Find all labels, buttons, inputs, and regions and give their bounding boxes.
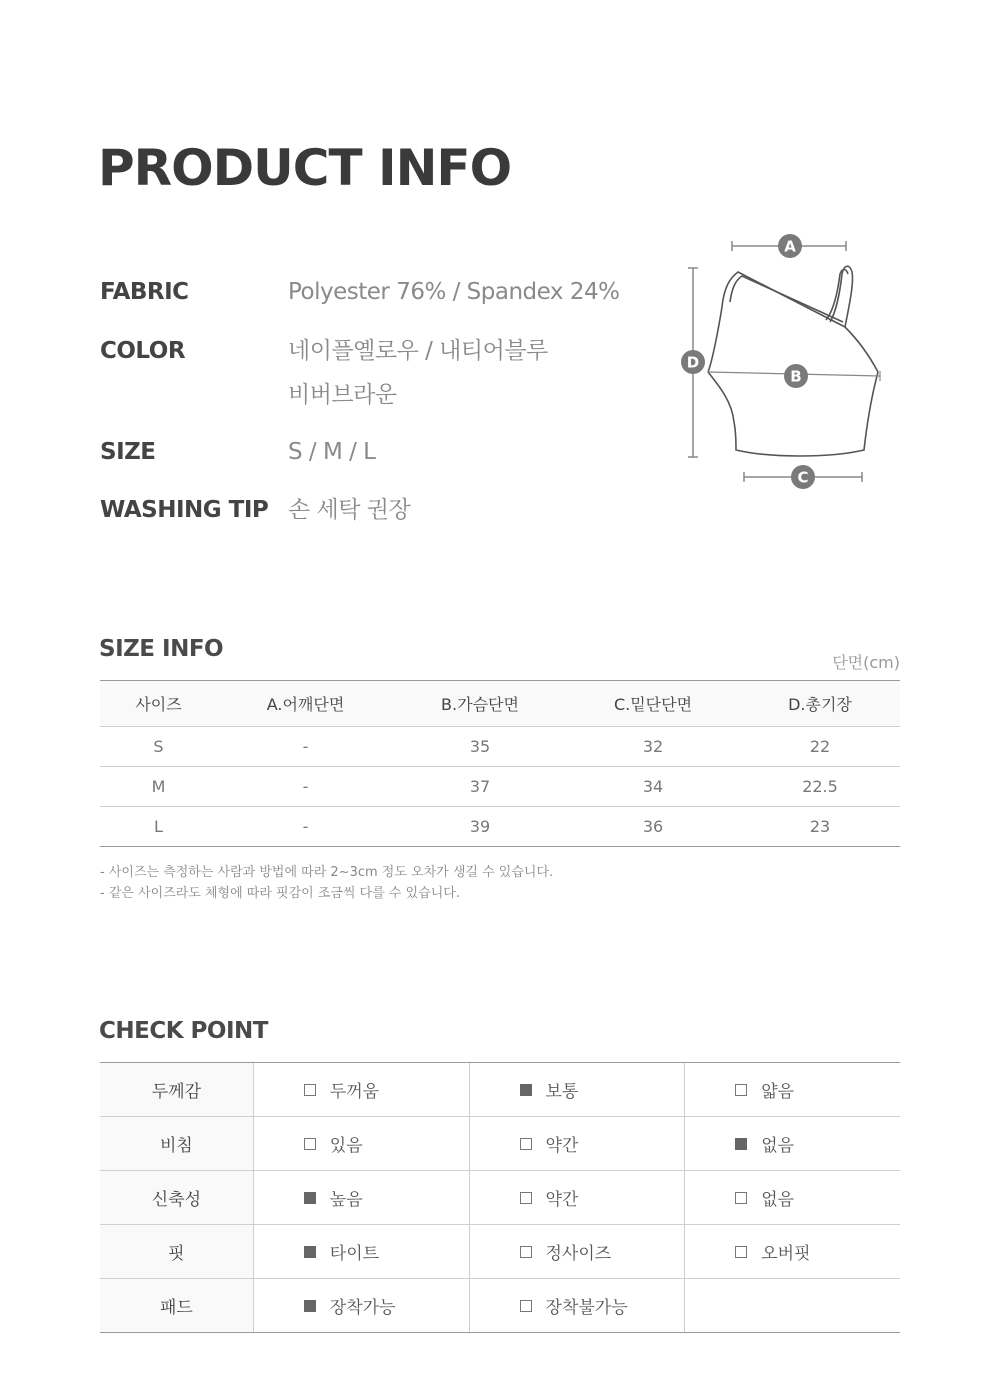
fabric-value: Polyester 76% / Spandex 24%: [288, 279, 620, 305]
table-row: [100, 807, 900, 847]
check-option-label: 정사이즈: [545, 1244, 612, 1264]
check-option-label: 장착불가능: [545, 1298, 628, 1318]
color-value-line1: 네이플옐로우 / 내티어블루: [288, 338, 548, 364]
check-option-label: 타이트: [329, 1244, 380, 1264]
checked-box-icon: [304, 1192, 316, 1204]
cell: S: [100, 727, 217, 767]
garment-diagram: [660, 222, 900, 502]
check-option-label: 없음: [761, 1136, 795, 1156]
check-option: [469, 1063, 685, 1117]
size-table: [100, 680, 900, 847]
header-shoulder: A.어깨단면: [217, 681, 394, 727]
bra-outline-icon: [708, 266, 880, 456]
unchecked-box-icon: [520, 1300, 532, 1312]
check-option-label: 얇음: [761, 1082, 795, 1102]
cell: -: [217, 767, 394, 807]
check-option-label: 높음: [329, 1190, 363, 1210]
unchecked-box-icon: [520, 1138, 532, 1150]
unchecked-box-icon: [304, 1084, 316, 1096]
cell: 37: [394, 767, 566, 807]
cell: 35: [394, 727, 566, 767]
unchecked-box-icon: [520, 1192, 532, 1204]
fabric-label: FABRIC: [100, 279, 189, 305]
check-option: [253, 1225, 469, 1279]
check-row-label: 신축성: [100, 1171, 253, 1225]
unchecked-box-icon: [304, 1138, 316, 1150]
table-row: [100, 767, 900, 807]
label-d-icon: [681, 350, 705, 374]
checked-box-icon: [304, 1246, 316, 1258]
washing-label: WASHING TIP: [100, 497, 269, 523]
color-value-line2: 비버브라운: [288, 382, 397, 408]
cell: 36: [566, 807, 740, 847]
check-option: [685, 1117, 900, 1171]
size-value: S / M / L: [288, 439, 376, 465]
label-a-text: A: [784, 237, 796, 256]
check-row-label: 두께감: [100, 1063, 253, 1117]
color-label: COLOR: [100, 338, 186, 364]
check-option-label: 약간: [545, 1190, 579, 1210]
header-length: D.총기장: [740, 681, 900, 727]
check-option-label: 두꺼움: [329, 1082, 380, 1102]
label-a-icon: [778, 234, 802, 258]
check-row-label: 비침: [100, 1117, 253, 1171]
checked-box-icon: [520, 1084, 532, 1096]
label-c-icon: [791, 465, 815, 489]
check-row-label: 패드: [100, 1279, 253, 1333]
cell: 32: [566, 727, 740, 767]
check-option: [685, 1063, 900, 1117]
size-info-title: SIZE INFO: [99, 636, 224, 662]
color-value: [288, 329, 548, 417]
check-option: [685, 1225, 900, 1279]
check-row: [100, 1117, 900, 1171]
cell: 34: [566, 767, 740, 807]
check-option: [469, 1117, 685, 1171]
check-option-label: 없음: [761, 1190, 795, 1210]
size-note: - 같은 사이즈라도 체형에 따라 핏감이 조금씩 다를 수 있습니다.: [100, 886, 460, 901]
check-row: [100, 1171, 900, 1225]
cell: 39: [394, 807, 566, 847]
header-chest: B.가슴단면: [394, 681, 566, 727]
size-label: SIZE: [100, 439, 156, 465]
check-option: [253, 1063, 469, 1117]
washing-row: [100, 496, 410, 532]
check-option-label: 있음: [329, 1136, 363, 1156]
unchecked-box-icon: [735, 1246, 747, 1258]
size-row: [100, 438, 376, 474]
check-option: [685, 1279, 900, 1333]
check-option: [469, 1225, 685, 1279]
check-option: [253, 1279, 469, 1333]
check-point-table: [100, 1062, 900, 1333]
page-title: PRODUCT INFO: [98, 139, 512, 197]
cell: L: [100, 807, 217, 847]
unchecked-box-icon: [520, 1246, 532, 1258]
check-row-label: 핏: [100, 1225, 253, 1279]
header-size: 사이즈: [100, 681, 217, 727]
label-b-text: B: [790, 367, 802, 386]
checked-box-icon: [304, 1300, 316, 1312]
unchecked-box-icon: [735, 1084, 747, 1096]
size-table-header: [100, 681, 900, 727]
table-row: [100, 727, 900, 767]
label-d-text: D: [686, 353, 700, 372]
check-row: [100, 1279, 900, 1333]
label-c-text: C: [797, 468, 809, 487]
check-option-label: 장착가능: [329, 1298, 396, 1318]
check-option: [253, 1171, 469, 1225]
check-option: [685, 1171, 900, 1225]
check-option-label: 약간: [545, 1136, 579, 1156]
color-row: [100, 337, 548, 417]
check-option-label: 오버핏: [761, 1244, 811, 1264]
check-row: [100, 1063, 900, 1117]
size-notes: [100, 862, 553, 904]
size-unit: 단면(cm): [832, 653, 900, 672]
check-row: [100, 1225, 900, 1279]
cell: 22: [740, 727, 900, 767]
cell: -: [217, 727, 394, 767]
check-point-title: CHECK POINT: [99, 1018, 268, 1044]
washing-value: 손 세탁 권장: [288, 497, 411, 523]
cell: -: [217, 807, 394, 847]
header-hem: C.밑단단면: [566, 681, 740, 727]
cell: 22.5: [740, 767, 900, 807]
check-option: [253, 1117, 469, 1171]
check-option: [469, 1171, 685, 1225]
label-b-icon: [784, 364, 808, 388]
checked-box-icon: [735, 1138, 747, 1150]
cell: 23: [740, 807, 900, 847]
size-note: - 사이즈는 측정하는 사람과 방법에 따라 2~3cm 정도 오차가 생길 수 있습니다.: [100, 865, 554, 880]
unchecked-box-icon: [735, 1192, 747, 1204]
check-option: [469, 1279, 685, 1333]
fabric-row: [100, 278, 619, 314]
cell: M: [100, 767, 217, 807]
check-option-label: 보통: [545, 1082, 579, 1102]
